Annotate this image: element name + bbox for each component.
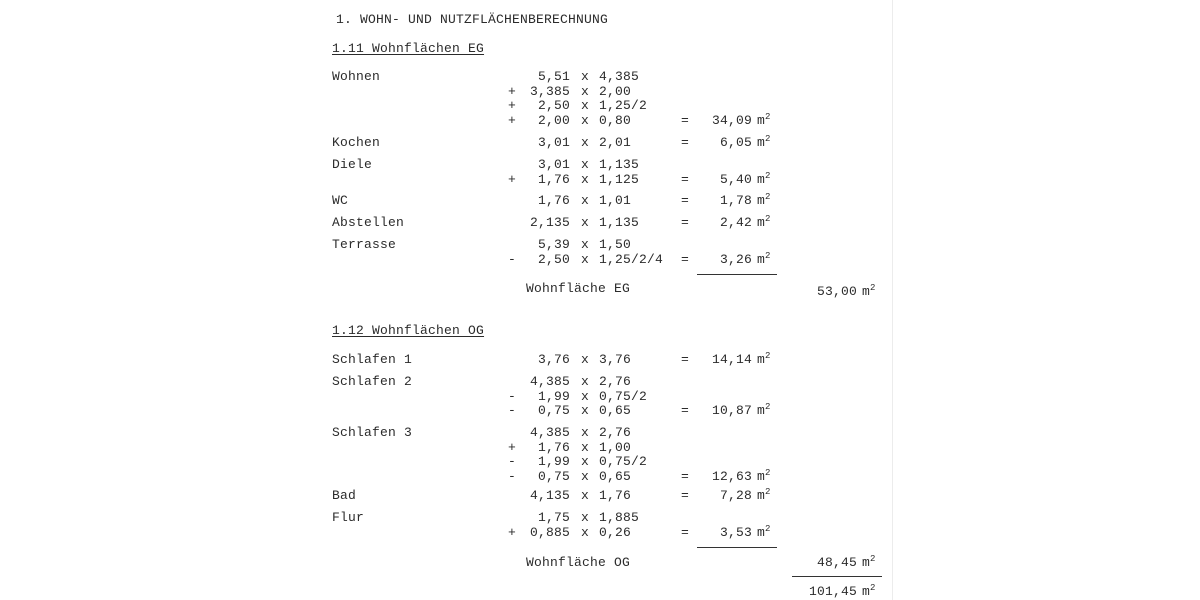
unit-label: $m^2$ xyxy=(757,250,771,267)
subtotal-label: Wohnfläche EG xyxy=(526,281,631,296)
operand-a: 2,50 xyxy=(537,98,570,113)
multiply-sign: x xyxy=(581,510,590,525)
equals-sign: = xyxy=(681,171,690,187)
operand-b: 0,75/2 xyxy=(599,388,648,404)
multiply-sign: x xyxy=(581,251,590,267)
unit-label: $m^2$ xyxy=(757,523,771,540)
unit-exponent: 2 xyxy=(765,487,771,497)
room-area: 34,09 xyxy=(711,112,752,128)
operand-a: 1,76 xyxy=(537,439,570,455)
subtotal-underline xyxy=(697,547,777,548)
multiply-sign: x xyxy=(581,237,590,252)
room-area: 10,87 xyxy=(711,403,752,418)
multiply-sign: x xyxy=(581,468,590,484)
unit-label: $m^2$ xyxy=(757,170,771,187)
unit-exponent: 2 xyxy=(765,523,771,534)
room-name: Schlafen 1 xyxy=(332,352,413,367)
operand-a: 5,39 xyxy=(537,237,570,252)
operand-a: 0,885 xyxy=(529,524,570,540)
unit-label: $m^2$ xyxy=(757,214,771,230)
operand-a: 2,135 xyxy=(529,215,570,230)
unit-exponent: 2 xyxy=(765,351,771,361)
operand-a: 3,01 xyxy=(537,135,570,150)
multiply-sign: x xyxy=(581,374,590,389)
unit-label: $m^2$ xyxy=(757,134,771,150)
operand-b: 1,125 xyxy=(599,171,640,187)
room-area: 3,53 xyxy=(719,524,752,540)
multiply-sign: x xyxy=(581,388,590,404)
room-name: Schlafen 2 xyxy=(332,374,413,389)
unit-label: $m^2$ xyxy=(757,467,771,484)
operand-b: 0,80 xyxy=(599,112,632,128)
equals-sign: = xyxy=(681,193,690,208)
room-area: 3,26 xyxy=(719,251,752,267)
operand-a: 4,135 xyxy=(529,488,570,503)
unit-exponent: 2 xyxy=(765,467,771,478)
equals-sign: = xyxy=(681,251,690,267)
operand-b: 1,135 xyxy=(599,157,640,172)
subtotal-value: 48,45 xyxy=(816,555,857,570)
room-area: 7,28 xyxy=(719,488,752,503)
unit-exponent: 2 xyxy=(765,170,771,181)
equals-sign: = xyxy=(681,215,690,230)
operand-b: 1,00 xyxy=(599,439,632,455)
section-heading: 1.12 Wohnflächen OG xyxy=(332,323,485,338)
multiply-sign: x xyxy=(581,439,590,455)
multiply-sign: x xyxy=(581,403,590,418)
equals-sign: = xyxy=(681,524,690,540)
operand-a: 4,385 xyxy=(529,374,570,389)
room-name: Terrasse xyxy=(332,237,397,252)
multiply-sign: x xyxy=(581,454,590,469)
section-heading: 1.11 Wohnflächen EG xyxy=(332,41,485,56)
multiply-sign: x xyxy=(581,157,590,172)
room-name: Bad xyxy=(332,488,357,503)
multiply-sign: x xyxy=(581,112,590,128)
multiply-sign: x xyxy=(581,69,590,84)
subtotal-underline xyxy=(697,274,777,275)
unit-label: $m^2$ xyxy=(757,111,771,128)
grand-total-line xyxy=(792,576,882,577)
term-sign: - xyxy=(508,454,517,469)
unit-label: $m^2$ xyxy=(757,402,771,418)
unit-label: $m^2$ xyxy=(862,583,876,599)
unit-label: $m^2$ xyxy=(757,487,771,503)
page-edge xyxy=(892,0,893,600)
multiply-sign: x xyxy=(581,83,590,99)
room-name: Flur xyxy=(332,510,365,525)
multiply-sign: x xyxy=(581,193,590,208)
room-name: Schlafen 3 xyxy=(332,425,413,440)
page-title: 1. WOHN- UND NUTZFLÄCHENBERECHNUNG xyxy=(336,12,609,27)
operand-a: 2,00 xyxy=(537,112,570,128)
room-area: 5,40 xyxy=(719,171,752,187)
equals-sign: = xyxy=(681,112,690,128)
equals-sign: = xyxy=(681,468,690,484)
unit-exponent: 2 xyxy=(870,554,876,564)
operand-a: 1,99 xyxy=(537,388,570,404)
operand-b: 2,00 xyxy=(599,83,632,99)
operand-a: 3,76 xyxy=(537,352,570,367)
term-sign: + xyxy=(508,98,517,113)
operand-a: 1,76 xyxy=(537,171,570,187)
term-sign: - xyxy=(508,468,517,484)
operand-a: 5,51 xyxy=(537,69,570,84)
operand-b: 0,75/2 xyxy=(599,454,648,469)
room-area: 12,63 xyxy=(711,468,752,484)
operand-a: 4,385 xyxy=(529,425,570,440)
operand-b: 1,25/2/4 xyxy=(599,251,664,267)
unit-exponent: 2 xyxy=(765,134,771,144)
multiply-sign: x xyxy=(581,425,590,440)
room-area: 2,42 xyxy=(719,215,752,230)
term-sign: + xyxy=(508,439,517,455)
multiply-sign: x xyxy=(581,135,590,150)
operand-b: 2,76 xyxy=(599,425,632,440)
term-sign: + xyxy=(508,171,517,187)
operand-b: 3,76 xyxy=(599,352,632,367)
operand-b: 1,885 xyxy=(599,510,640,525)
operand-b: 1,76 xyxy=(599,488,632,503)
multiply-sign: x xyxy=(581,98,590,113)
term-sign: + xyxy=(508,83,517,99)
operand-b: 2,76 xyxy=(599,374,632,389)
operand-b: 1,135 xyxy=(599,215,640,230)
room-area: 14,14 xyxy=(711,352,752,367)
room-name: Abstellen xyxy=(332,215,405,230)
term-sign: + xyxy=(508,112,517,128)
multiply-sign: x xyxy=(581,215,590,230)
multiply-sign: x xyxy=(581,171,590,187)
multiply-sign: x xyxy=(581,352,590,367)
room-name: Kochen xyxy=(332,135,381,150)
multiply-sign: x xyxy=(581,488,590,503)
operand-a: 3,01 xyxy=(537,157,570,172)
room-name: Diele xyxy=(332,157,373,172)
equals-sign: = xyxy=(681,352,690,367)
operand-a: 0,75 xyxy=(537,403,570,418)
term-sign: - xyxy=(508,388,517,404)
operand-b: 1,01 xyxy=(599,193,632,208)
operand-b: 0,65 xyxy=(599,403,632,418)
operand-a: 2,50 xyxy=(537,251,570,267)
unit-exponent: 2 xyxy=(870,283,876,293)
multiply-sign: x xyxy=(581,524,590,540)
operand-b: 2,01 xyxy=(599,135,632,150)
operand-a: 3,385 xyxy=(529,83,570,99)
term-sign: + xyxy=(508,524,517,540)
room-area: 6,05 xyxy=(719,135,752,150)
operand-a: 1,99 xyxy=(537,454,570,469)
room-name: Wohnen xyxy=(332,69,381,84)
unit-exponent: 2 xyxy=(765,192,771,202)
operand-b: 0,65 xyxy=(599,468,632,484)
operand-b: 1,50 xyxy=(599,237,632,252)
operand-b: 1,25/2 xyxy=(599,98,648,113)
subtotal-label: Wohnfläche OG xyxy=(526,555,631,570)
unit-exponent: 2 xyxy=(765,402,771,412)
operand-a: 1,75 xyxy=(537,510,570,525)
equals-sign: = xyxy=(681,135,690,150)
unit-label: $m^2$ xyxy=(862,554,876,570)
term-sign: - xyxy=(508,251,517,267)
equals-sign: = xyxy=(681,488,690,503)
operand-a: 0,75 xyxy=(537,468,570,484)
operand-b: 0,26 xyxy=(599,524,632,540)
unit-exponent: 2 xyxy=(765,111,771,122)
grand-total-value: 101,45 xyxy=(808,584,857,599)
equals-sign: = xyxy=(681,403,690,418)
room-name: WC xyxy=(332,193,349,208)
unit-exponent: 2 xyxy=(765,214,771,224)
unit-exponent: 2 xyxy=(870,583,876,593)
operand-b: 4,385 xyxy=(599,69,640,84)
term-sign: - xyxy=(508,403,517,418)
unit-label: $m^2$ xyxy=(862,283,876,299)
operand-a: 1,76 xyxy=(537,193,570,208)
room-area: 1,78 xyxy=(719,193,752,208)
unit-label: $m^2$ xyxy=(757,192,771,208)
unit-label: $m^2$ xyxy=(757,351,771,367)
subtotal-value: 53,00 xyxy=(816,284,857,299)
unit-exponent: 2 xyxy=(765,250,771,261)
